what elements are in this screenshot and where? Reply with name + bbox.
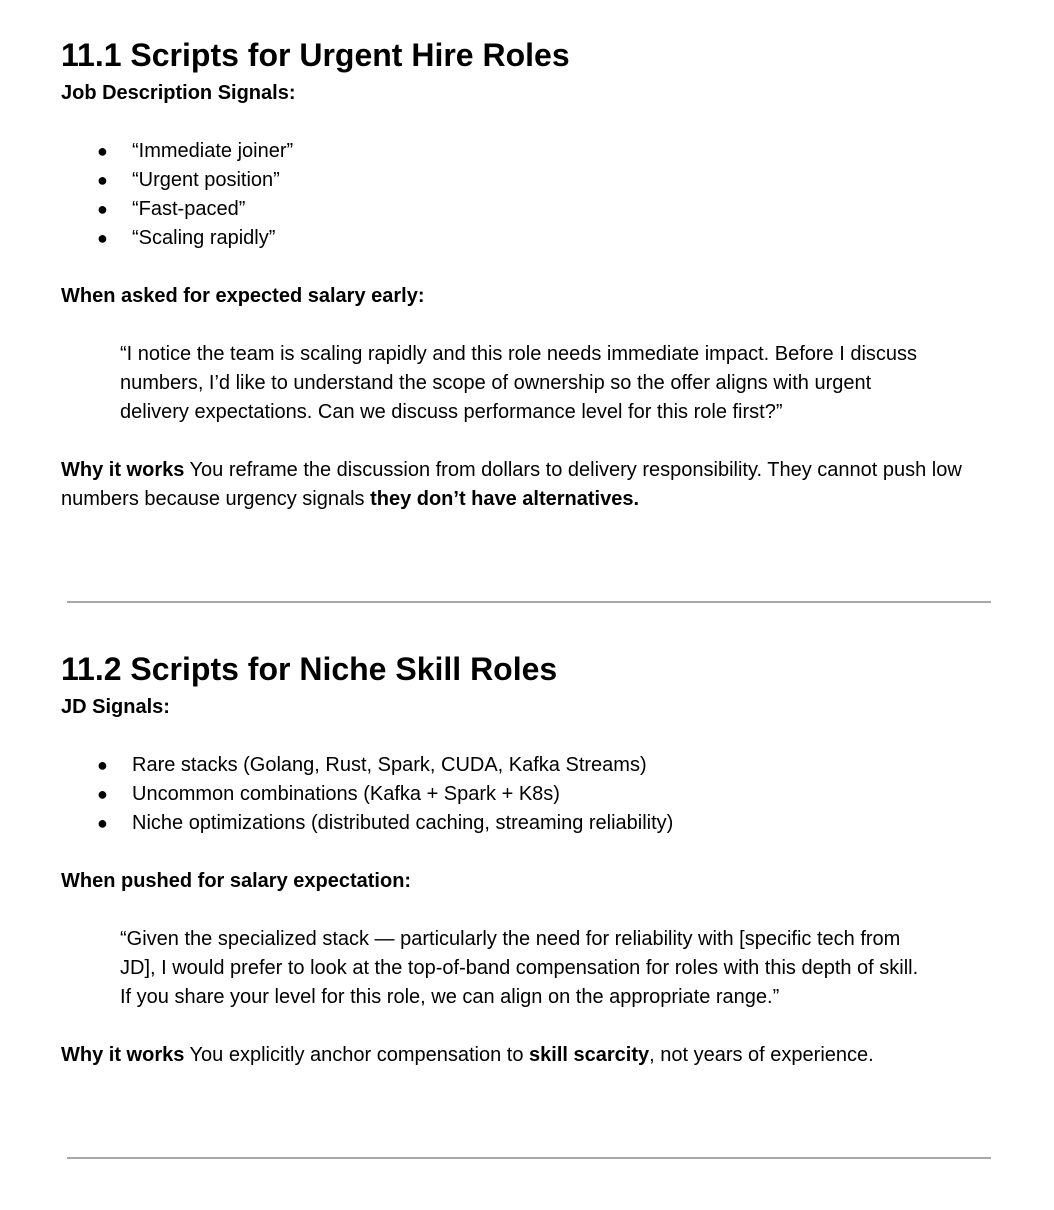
list-item: ● “Fast-paced” <box>61 195 1001 224</box>
list-item: ● Rare stacks (Golang, Rust, Spark, CUDA, Kafka Streams) <box>61 751 1001 780</box>
list-item: ● “Scaling rapidly” <box>61 224 1001 253</box>
list-item: ● “Immediate joiner” <box>61 137 1001 166</box>
bullet-icon: ● <box>97 755 108 775</box>
why-it-works: Why it works You reframe the discussion from dollars to delivery responsibility. They cannot push low numbers because urgency signals they don’t have alternatives. <box>61 459 962 510</box>
section-urgent-hire <box>61 36 1001 514</box>
why-label: Why it works <box>61 459 185 481</box>
prompt-label: When asked for expected salary early: <box>61 285 425 307</box>
prompt-label: When pushed for salary expectation: <box>61 870 412 892</box>
signals-label: JD Signals: <box>61 696 170 718</box>
bullet-icon: ● <box>97 199 108 219</box>
list-item: ● Niche optimizations (distributed caching, streaming reliability) <box>61 809 1001 838</box>
bullet-icon: ● <box>97 170 108 190</box>
signals-list <box>61 751 1001 838</box>
section-divider <box>67 1157 991 1159</box>
list-item: ● “Urgent position” <box>61 166 1001 195</box>
why-it-works: Why it works You explicitly anchor compensation to skill scarcity, not years of experience. <box>61 1044 874 1066</box>
why-emphasis: skill scarcity <box>529 1044 650 1066</box>
bullet-icon: ● <box>97 813 108 833</box>
script-quote: “I notice the team is scaling rapidly and this role needs immediate impact. Before I discuss numbers, I’d like to understand the scope of ownership so the offer aligns with urgent delivery expectations. Can we discuss performance level for this role first?” <box>120 343 918 423</box>
section-niche-skill <box>61 650 1001 1070</box>
bullet-icon: ● <box>97 141 108 161</box>
bullet-icon: ● <box>97 784 108 804</box>
section-divider <box>67 601 991 603</box>
why-label: Why it works <box>61 1044 185 1066</box>
script-quote: “Given the specialized stack — particularly the need for reliability with [specific tech from JD], I would prefer to look at the top-of-band compensation for roles with this depth of skill. If you share your level for this role, we can align on the appropriate range.” <box>120 928 919 1008</box>
section-heading: 11.1 Scripts for Urgent Hire Roles <box>61 37 570 73</box>
section-heading: 11.2 Scripts for Niche Skill Roles <box>61 651 558 687</box>
signals-label: Job Description Signals: <box>61 82 296 104</box>
bullet-icon: ● <box>97 228 108 248</box>
signals-list <box>61 137 1001 253</box>
list-item: ● Uncommon combinations (Kafka + Spark + K8s) <box>61 780 1001 809</box>
why-emphasis: they don’t have alternatives. <box>370 488 640 510</box>
